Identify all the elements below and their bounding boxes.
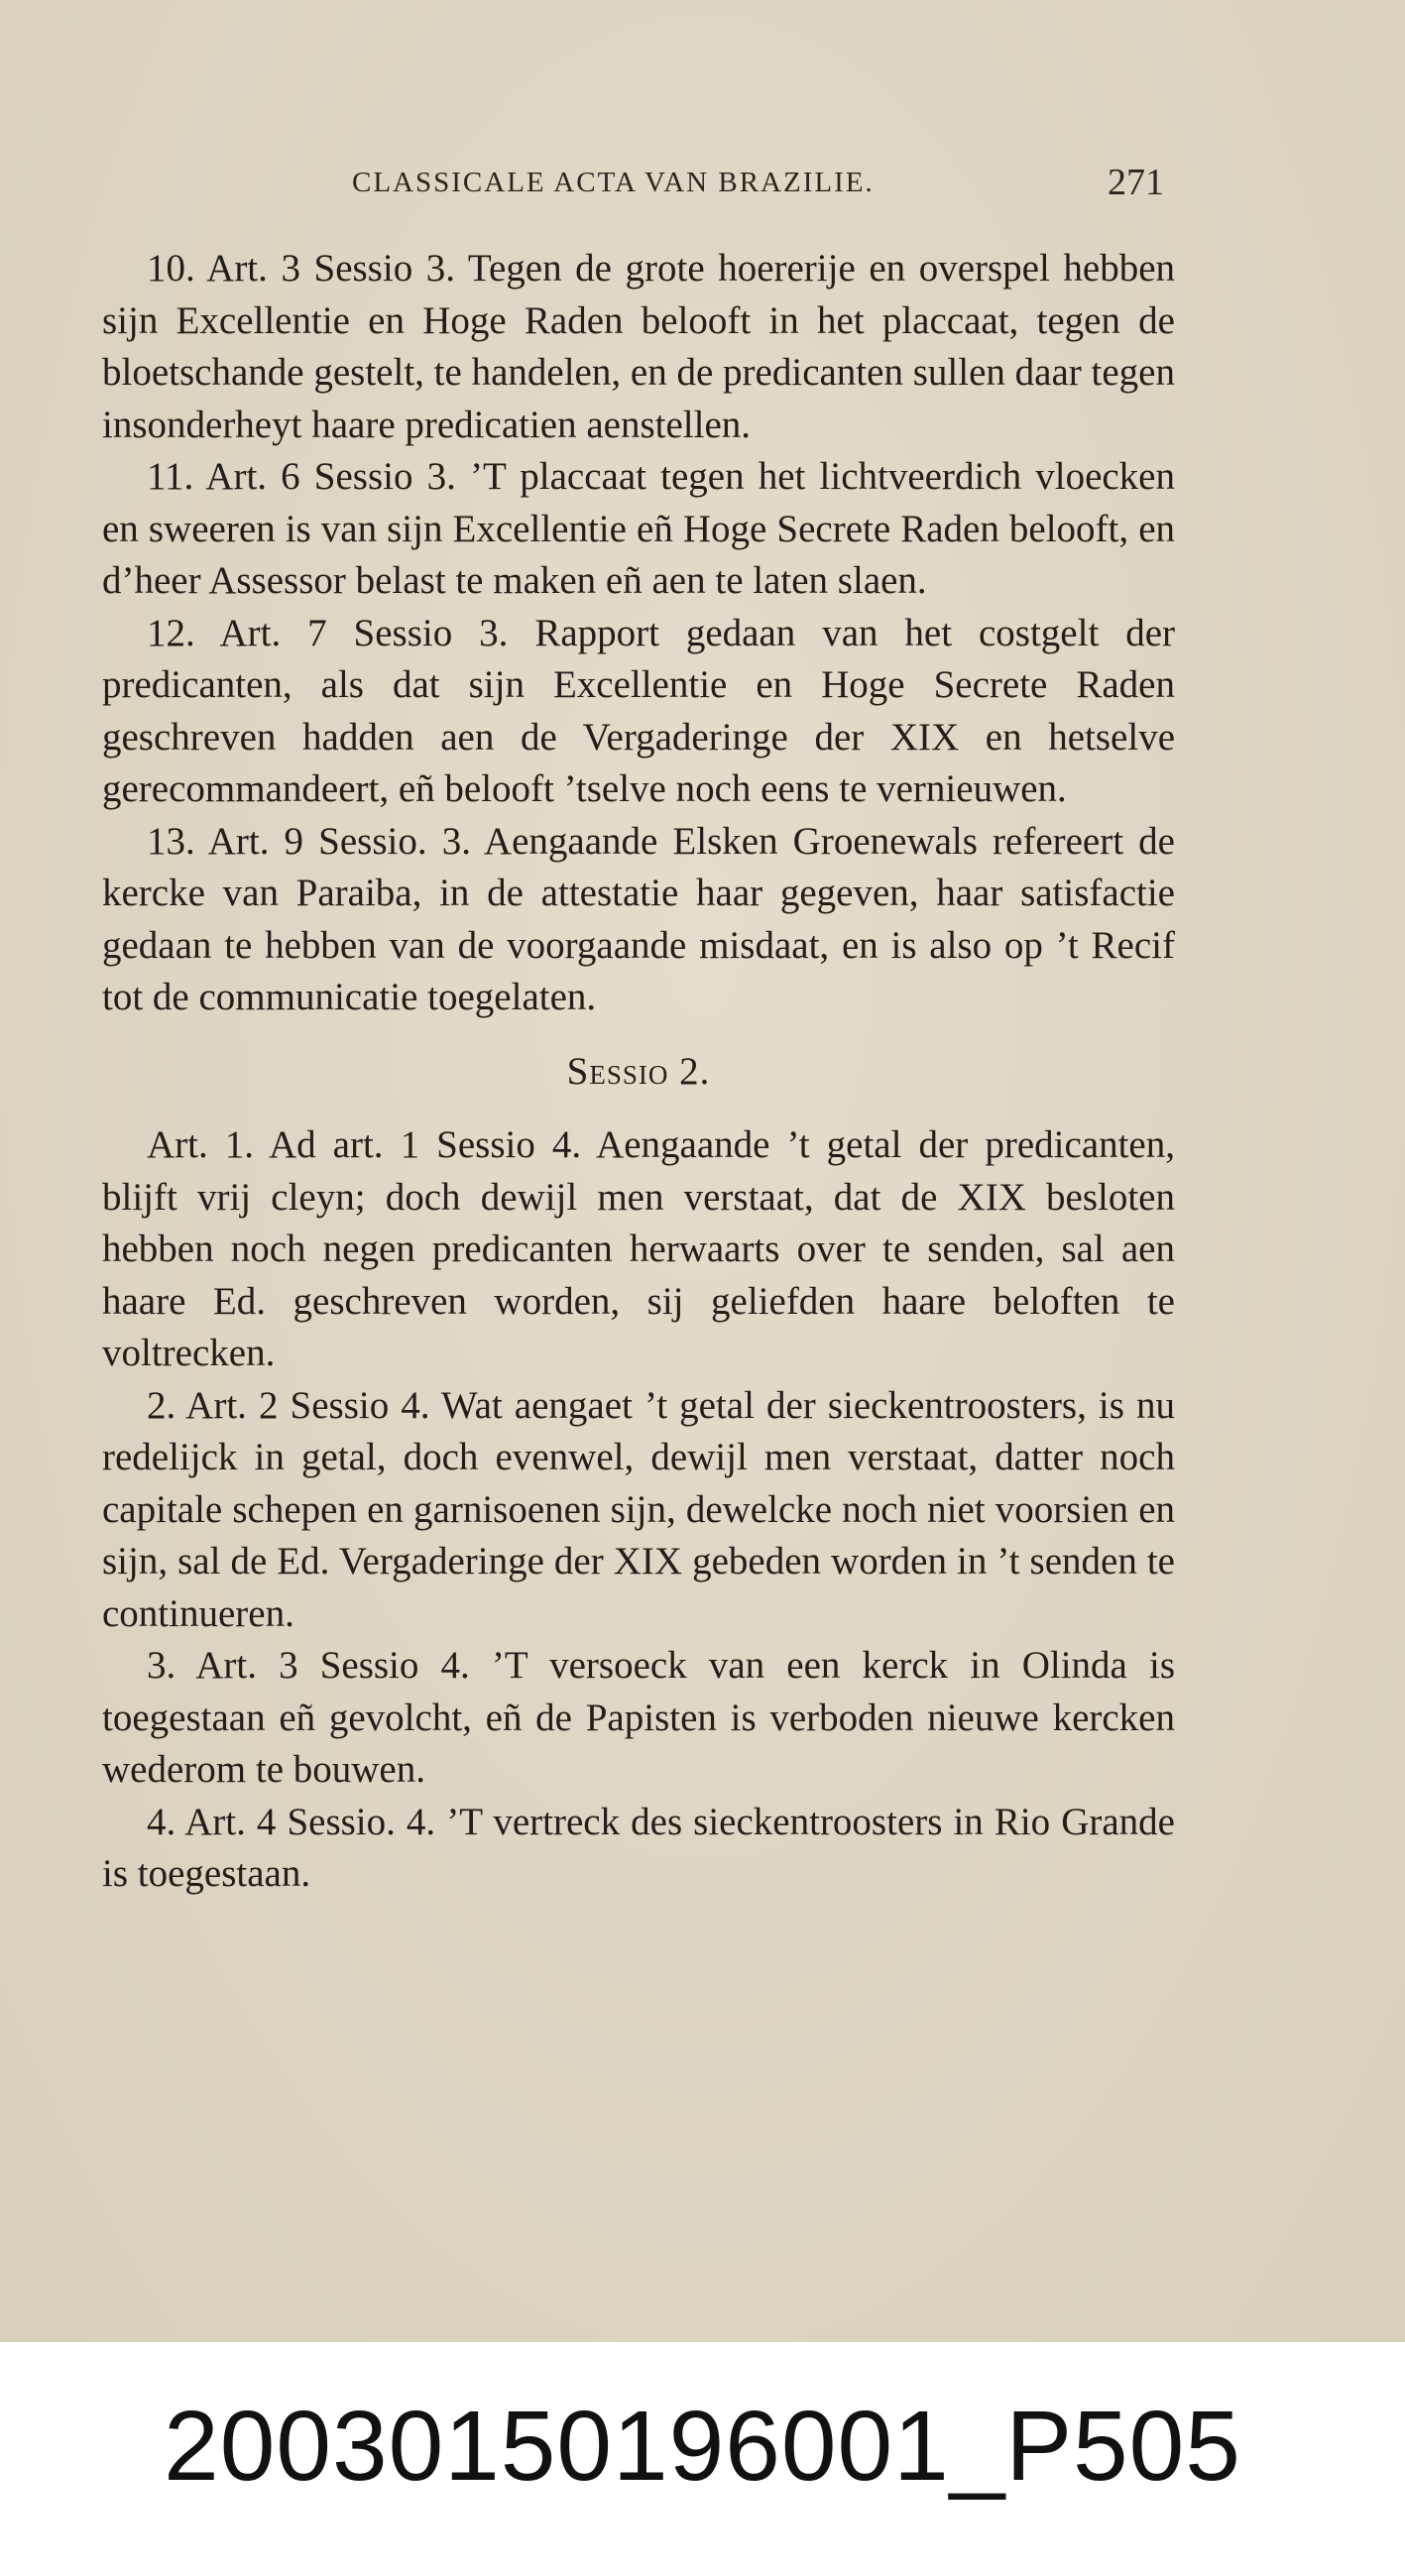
body-text bbox=[102, 243, 1175, 1901]
paragraph-13: 13. Art. 9 Sessio. 3. Aengaande Elsken Groenewals refereert de kercke van Paraiba, in de attestatie haar gegeven, haar satisfactie gedaan te hebben van de voorgaande misdaat, en is also op ’t Recif tot de communicatie toegelaten. bbox=[102, 819, 1175, 1018]
paragraph-10: 10. Art. 3 Sessio 3. Tegen de grote hoererije en overspel hebben sijn Excellentie en Hoge Raden belooft in het placcaat, tegen de bloetschande gestelt, te handelen, en de predicanten sullen daar tegen insonderheyt haare predicatien aenstellen. bbox=[102, 247, 1175, 446]
scan-identifier-caption: 20030150196001_P505 bbox=[164, 2391, 1241, 2502]
paragraph-art-2: 2. Art. 2 Sessio 4. Wat aengaet ’t getal der sieckentroosters, is nu redelijck in getal, doch evenwel, dewijl men verstaat, datter noch capitale schepen en garnisoenen sijn, dewelcke noch niet voorsien en sijn, sal de Ed. Vergaderinge der XIX gebeden worden in ’t senden te continueren. bbox=[102, 1383, 1175, 1635]
running-head: CLASSICALE ACTA VAN BRAZILIE. bbox=[352, 167, 875, 198]
paragraph-art-1: Art. 1. Ad art. 1 Sessio 4. Aengaande ’t getal der predicanten, blijft vrij cleyn; doch dewijl men verstaat, dat de XIX besloten hebben noch negen predicanten herwaarts over te senden, sal aen haare Ed. geschreven worden, sij geliefden haare beloften te voltrecken. bbox=[102, 1123, 1175, 1374]
section-heading: Sessio 2. bbox=[566, 1049, 711, 1093]
paragraph-art-4: 4. Art. 4 Sessio. 4. ’T vertreck des sieckentroosters in Rio Grande is toegestaan. bbox=[102, 1800, 1175, 1895]
paragraph-12: 12. Art. 7 Sessio 3. Rapport gedaan van het costgelt der predicanten, als dat sijn Excellentie en Hoge Secrete Raden geschreven hadden aen de Vergaderinge der XIX en hetselve gerecommandeert, eñ belooft ’tselve noch eens te vernieuwen. bbox=[102, 611, 1175, 810]
paragraph-11: 11. Art. 6 Sessio 3. ’T placcaat tegen het lichtveerdich vloecken en sweeren is van sijn Excellentie eñ Hoge Secrete Raden belooft, en d’heer Assessor belast te maken eñ aen te laten slaen. bbox=[102, 455, 1175, 602]
paragraph-art-3: 3. Art. 3 Sessio 4. ’T versoeck van een kerck in Olinda is toegestaan eñ gevolcht, eñ de Papisten is verboden nieuwe kercken wederom te bouwen. bbox=[102, 1644, 1175, 1791]
page-number: 271 bbox=[1108, 162, 1164, 203]
